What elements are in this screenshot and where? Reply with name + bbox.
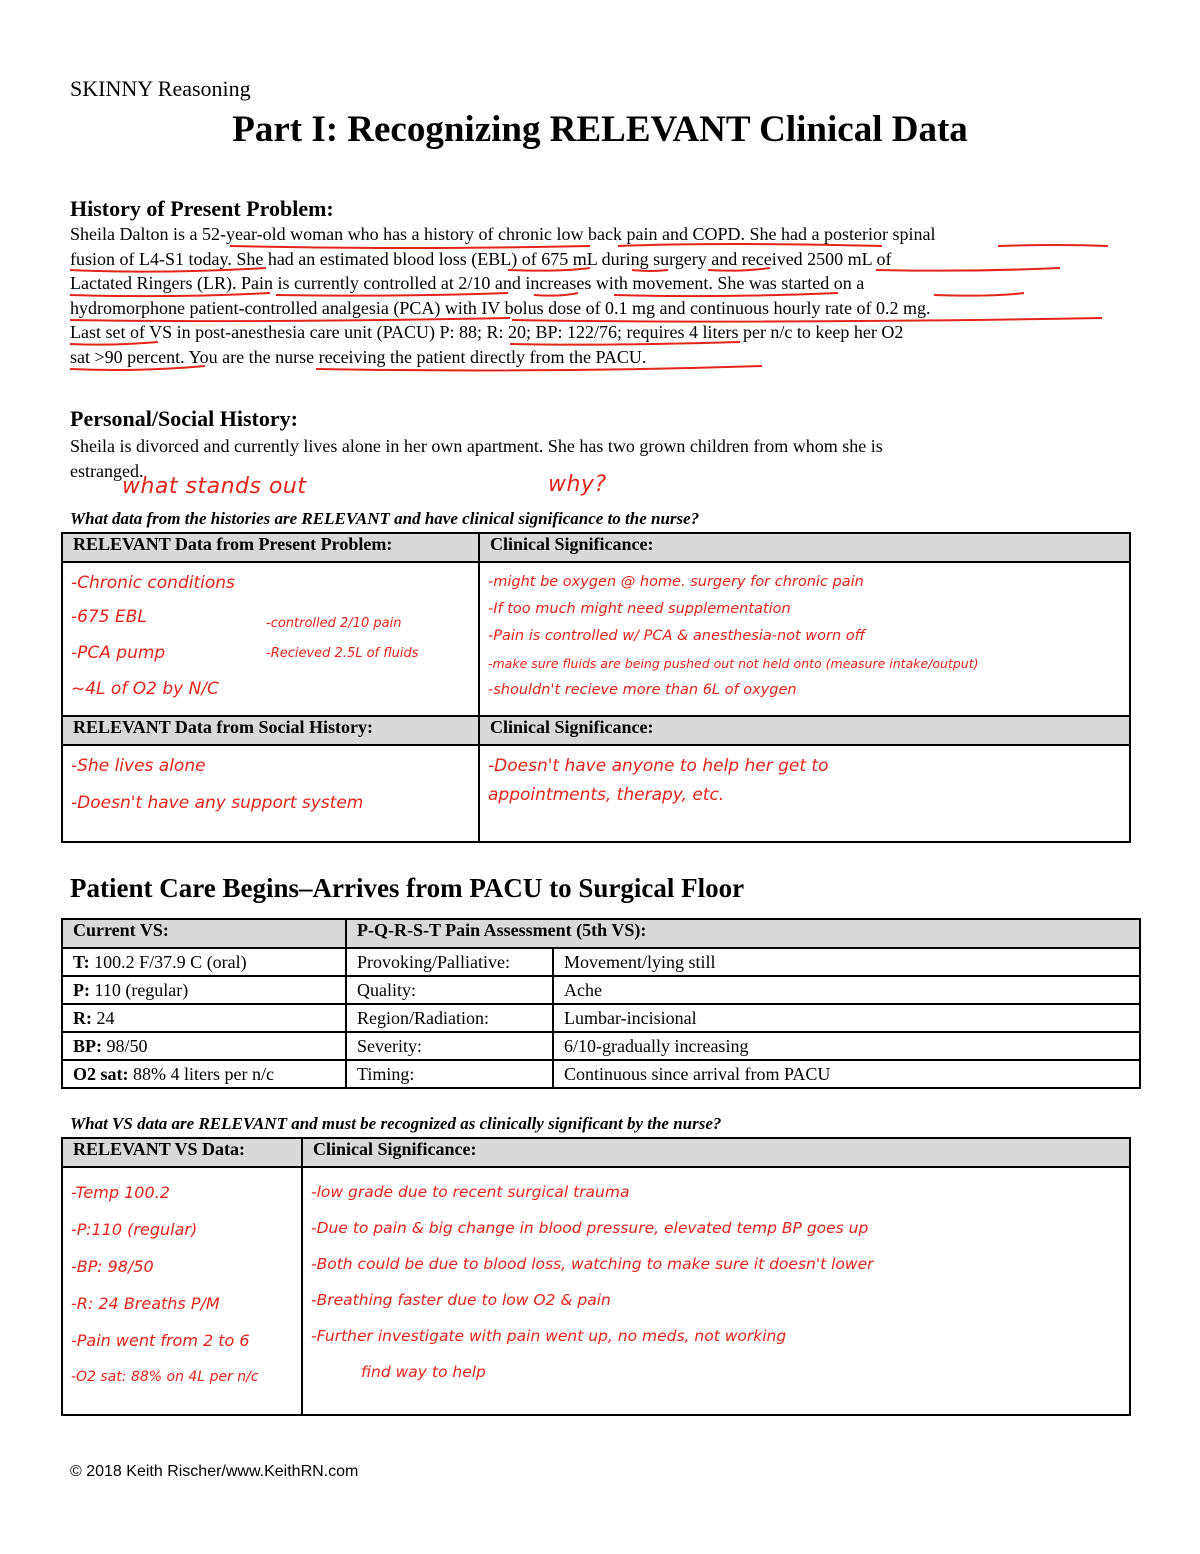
pqrst-value: Ache	[553, 976, 1140, 1004]
vs-significance-cell	[302, 1167, 1130, 1415]
social-significance-cell	[479, 745, 1130, 842]
underline-mark	[70, 318, 510, 321]
handwritten-note: -make sure fluids are being pushed out not held onto (measure intake/output)	[488, 656, 979, 671]
underline-mark	[508, 268, 590, 271]
table-header: Clinical Significance:	[479, 533, 1130, 562]
underline-mark	[876, 268, 1060, 271]
handwritten-note: -Doesn't have any support system	[71, 793, 364, 813]
handwritten-note: -O2 sat: 88% on 4L per n/c	[71, 1369, 259, 1385]
table-header: Current VS:	[62, 919, 346, 948]
handwritten-note: -might be oxygen @ home. surgery for chronic pain	[488, 574, 864, 590]
handwritten-note: -Pain went from 2 to 6	[71, 1331, 250, 1350]
brand-label: SKINNY Reasoning	[70, 76, 251, 101]
relevant-vs-table	[61, 1137, 1131, 1416]
handwritten-note: ~4L of O2 by N/C	[71, 679, 219, 699]
handwritten-note: -Both could be due to blood loss, watching to make sure it doesn't lower	[311, 1255, 874, 1273]
vs-row	[62, 1004, 1140, 1032]
table-header: RELEVANT Data from Social History:	[62, 716, 479, 745]
underline-mark	[708, 268, 770, 271]
underline-mark	[70, 342, 158, 345]
vs-label: O2 sat:	[73, 1064, 129, 1084]
care-heading: Patient Care Begins–Arrives from PACU to Surgical Floor	[70, 873, 745, 903]
vs-row	[62, 976, 1140, 1004]
relevant-data-table	[61, 532, 1131, 843]
present-significance-cell	[479, 562, 1130, 716]
vs-pqrst-table	[61, 918, 1141, 1089]
underline-mark	[510, 342, 740, 345]
question-vs: What VS data are RELEVANT and must be recognized as clinically significant by the nurse?	[70, 1114, 722, 1133]
handwritten-note: -Further investigate with pain went up, no meds, not working	[311, 1327, 787, 1345]
vs-label: BP:	[73, 1036, 102, 1056]
handwritten-note: why?	[548, 472, 607, 497]
question-histories: What data from the histories are RELEVANT and have clinical significance to the nurse?	[70, 509, 700, 528]
history-line: sat >90 percent. You are the nurse receiving the patient directly from the PACU.	[70, 346, 647, 367]
underline-mark	[316, 366, 762, 370]
handwritten-note: find way to help	[361, 1363, 486, 1381]
handwritten-note: -If too much might need supplementation	[488, 601, 791, 617]
underline-mark	[70, 268, 266, 272]
underline-mark	[70, 293, 270, 296]
vs-row	[62, 948, 1140, 976]
pqrst-label: Provoking/Palliative:	[346, 948, 553, 976]
underline-mark	[618, 244, 882, 246]
handwritten-note: -low grade due to recent surgical trauma	[311, 1183, 630, 1201]
handwritten-note: -PCA pump	[71, 643, 166, 663]
underline-mark	[276, 293, 508, 296]
history-line: hydromorphone patient-controlled analgesia (PCA) with IV bolus dose of 0.1 mg and continuous hourly rate of 0.2 mg.	[70, 297, 931, 318]
handwritten-note: -Temp 100.2	[71, 1183, 170, 1202]
underline-mark	[534, 293, 578, 296]
underline-mark	[230, 246, 590, 248]
handwritten-note: -BP: 98/50	[71, 1257, 154, 1276]
handwritten-note: -shouldn't recieve more than 6L of oxygen	[488, 682, 797, 698]
social-line: estranged.	[70, 460, 144, 481]
history-line: Sheila Dalton is a 52-year-old woman who has a history of chronic low back pain and COPD. She had a posterior spinal	[70, 224, 936, 244]
pqrst-label: Region/Radiation:	[346, 1004, 553, 1032]
table-header: Clinical Significance:	[302, 1138, 1130, 1167]
handwritten-note: -Breathing faster due to low O2 & pain	[311, 1291, 611, 1309]
handwritten-note: -Pain is controlled w/ PCA & anesthesia-not worn off	[488, 628, 866, 644]
social-data-cell	[62, 745, 479, 842]
history-line: Last set of VS in post-anesthesia care unit (PACU) P: 88; R: 20; BP: 122/76; requires 4 liters per n/c to keep her O2	[70, 322, 904, 342]
social-heading: Personal/Social History:	[70, 406, 298, 431]
pqrst-value: Lumbar-incisional	[553, 1004, 1140, 1032]
page-title: Part I: Recognizing RELEVANT Clinical Data	[232, 109, 968, 150]
handwritten-note: -Chronic conditions	[71, 573, 235, 593]
handwritten-note: what stands out	[122, 474, 307, 499]
handwritten-note: -R: 24 Breaths P/M	[71, 1294, 220, 1313]
handwritten-note: -Recieved 2.5L of fluids	[266, 646, 419, 661]
underline-mark	[998, 245, 1108, 246]
handwritten-note: appointments, therapy, etc.	[488, 785, 725, 805]
present-data-cell	[62, 562, 479, 716]
vs-value: 100.2 F/37.9 C (oral)	[94, 952, 247, 972]
handwritten-note: -Doesn't have anyone to help her get to	[488, 756, 829, 776]
pqrst-value: Movement/lying still	[553, 948, 1140, 976]
underline-mark	[934, 293, 1024, 296]
vs-value: 88% 4 liters per n/c	[133, 1064, 274, 1084]
underline-annotations	[0, 0, 1200, 400]
handwritten-note: -P:110 (regular)	[71, 1220, 198, 1239]
table-header: RELEVANT Data from Present Problem:	[62, 533, 479, 562]
pqrst-label: Timing:	[346, 1060, 553, 1088]
handwritten-note: -She lives alone	[71, 756, 206, 776]
vs-label: T:	[73, 952, 90, 972]
underline-mark	[512, 318, 1102, 322]
handwritten-note: -Due to pain & big change in blood pressure, elevated temp BP goes up	[311, 1219, 869, 1237]
handwritten-note: -controlled 2/10 pain	[266, 616, 402, 631]
history-line: Lactated Ringers (LR). Pain is currently controlled at 2/10 and increases with movement. She was started on a	[70, 273, 865, 293]
vs-row	[62, 1060, 1140, 1088]
pqrst-label: Severity:	[346, 1032, 553, 1060]
underline-mark	[614, 293, 838, 296]
vs-data-cell	[62, 1167, 302, 1415]
vs-value: 24	[96, 1008, 115, 1028]
copyright-footer: © 2018 Keith Rischer/www.KeithRN.com	[70, 1463, 359, 1480]
vs-value: 110 (regular)	[94, 980, 189, 1000]
vs-label: P:	[73, 980, 90, 1000]
vs-label: R:	[73, 1008, 92, 1028]
pqrst-value: 6/10-gradually increasing	[553, 1032, 1140, 1060]
social-line: Sheila is divorced and currently lives alone in her own apartment. She has two grown children from whom she is	[70, 436, 883, 456]
underline-mark	[632, 270, 668, 271]
vs-row	[62, 1032, 1140, 1060]
table-header: RELEVANT VS Data:	[62, 1138, 302, 1167]
pqrst-value: Continuous since arrival from PACU	[553, 1060, 1140, 1088]
vs-value: 98/50	[106, 1036, 148, 1056]
handwritten-note: -675 EBL	[71, 607, 147, 627]
pqrst-label: Quality:	[346, 976, 553, 1004]
underline-mark	[70, 366, 205, 370]
table-header: Clinical Significance:	[479, 716, 1130, 745]
history-line: fusion of L4-S1 today. She had an estimated blood loss (EBL) of 675 mL during surgery and received 2500 mL of	[70, 248, 892, 269]
table-header: P-Q-R-S-T Pain Assessment (5th VS):	[346, 919, 1140, 948]
history-heading: History of Present Problem:	[70, 196, 334, 221]
